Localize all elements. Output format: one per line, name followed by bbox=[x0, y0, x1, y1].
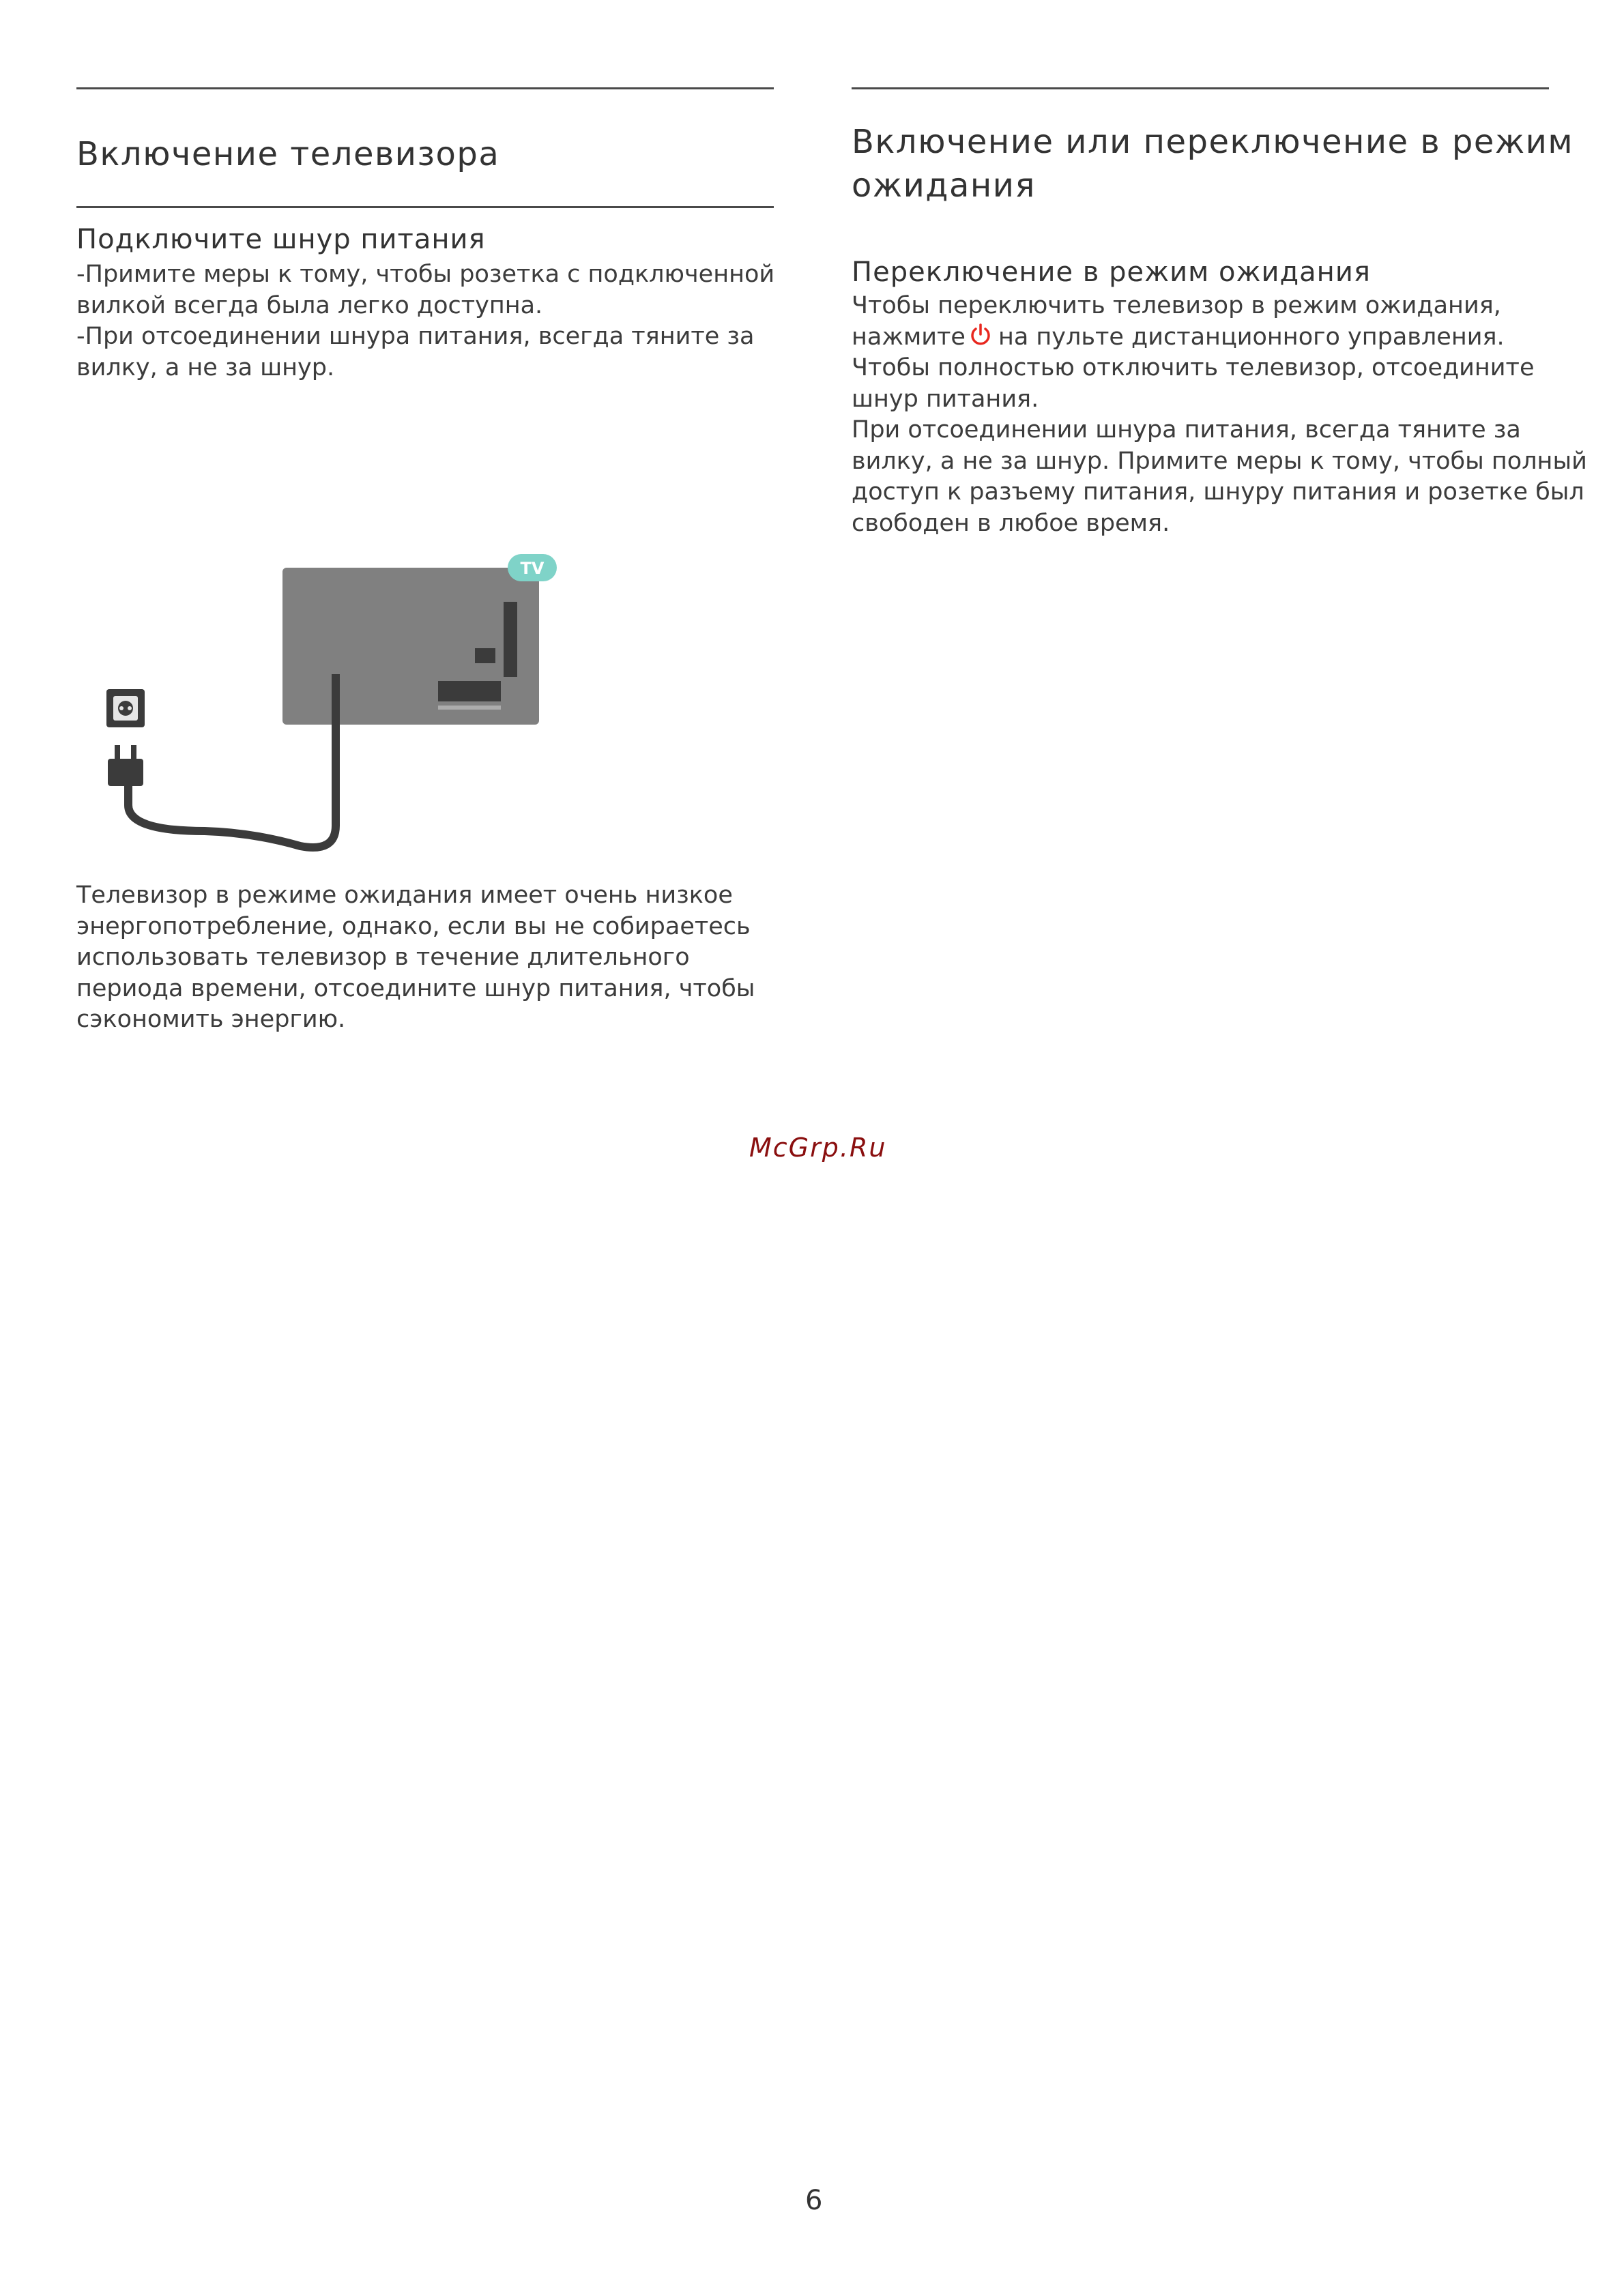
tv-port bbox=[438, 706, 501, 710]
text-line: Телевизор в режиме ожидания имеет очень низкое bbox=[76, 882, 733, 909]
subheading-connect-cable: Подключите шнур питания bbox=[76, 224, 486, 255]
text-line-with-icon bbox=[852, 322, 1587, 353]
text-line: шнур питания. bbox=[852, 385, 1039, 413]
text-line: доступ к разъему питания, шнуру питания и розетке был bbox=[852, 478, 1584, 506]
section-rule-left bbox=[76, 206, 774, 208]
subheading-switch-standby: Переключение в режим ожидания bbox=[852, 257, 1371, 288]
section-title-power-on: Включение телевизора bbox=[76, 135, 500, 173]
power-plug bbox=[115, 745, 120, 760]
text-line: -При отсоединении шнура питания, всегда тяните за bbox=[76, 323, 755, 350]
standby-note-text bbox=[76, 880, 755, 1036]
text-fragment: нажмите bbox=[852, 323, 966, 351]
text-line: периода времени, отсоедините шнур питания, чтобы bbox=[76, 974, 755, 1002]
standby-instructions-text bbox=[852, 291, 1587, 539]
text-line: При отсоединении шнура питания, всегда тяните за bbox=[852, 416, 1521, 444]
text-line: использовать телевизор в течение длительного bbox=[76, 944, 690, 971]
text-line: вилкой всегда была легко доступна. bbox=[76, 291, 543, 319]
text-line: вилку, а не за шнур. Примите меры к тому, чтобы полный bbox=[852, 447, 1587, 475]
top-rule-left bbox=[76, 87, 774, 89]
top-rule-right bbox=[852, 87, 1549, 89]
text-line: Чтобы полностью отключить телевизор, отсоедините bbox=[852, 354, 1535, 381]
text-fragment: на пульте дистанционного управления. bbox=[998, 323, 1505, 351]
page-number: 6 bbox=[805, 2185, 823, 2216]
text-line: -Примите меры к тому, чтобы розетка с подключенной bbox=[76, 261, 775, 288]
text-line: Чтобы переключить телевизор в режим ожидания, bbox=[852, 292, 1501, 319]
watermark: McGrp.Ru bbox=[749, 1133, 887, 1163]
title-line: ожидания bbox=[852, 166, 1036, 205]
tv-port bbox=[438, 681, 501, 701]
text-line: энергопотребление, однако, если вы не собираетесь bbox=[76, 912, 751, 940]
section-title-standby bbox=[852, 120, 1574, 207]
text-line: вилку, а не за шнур. bbox=[76, 353, 335, 381]
connect-cable-text bbox=[76, 259, 774, 383]
tv-power-cable-illustration bbox=[96, 546, 573, 873]
power-icon bbox=[968, 323, 993, 347]
text-line: свободен в любое время. bbox=[852, 509, 1170, 537]
text-line: сэкономить энергию. bbox=[76, 1006, 346, 1033]
tv-port bbox=[475, 648, 495, 663]
tv-port bbox=[504, 602, 517, 677]
tv-badge-label: TV bbox=[520, 559, 545, 578]
title-line: Включение или переключение в режим bbox=[852, 123, 1574, 161]
